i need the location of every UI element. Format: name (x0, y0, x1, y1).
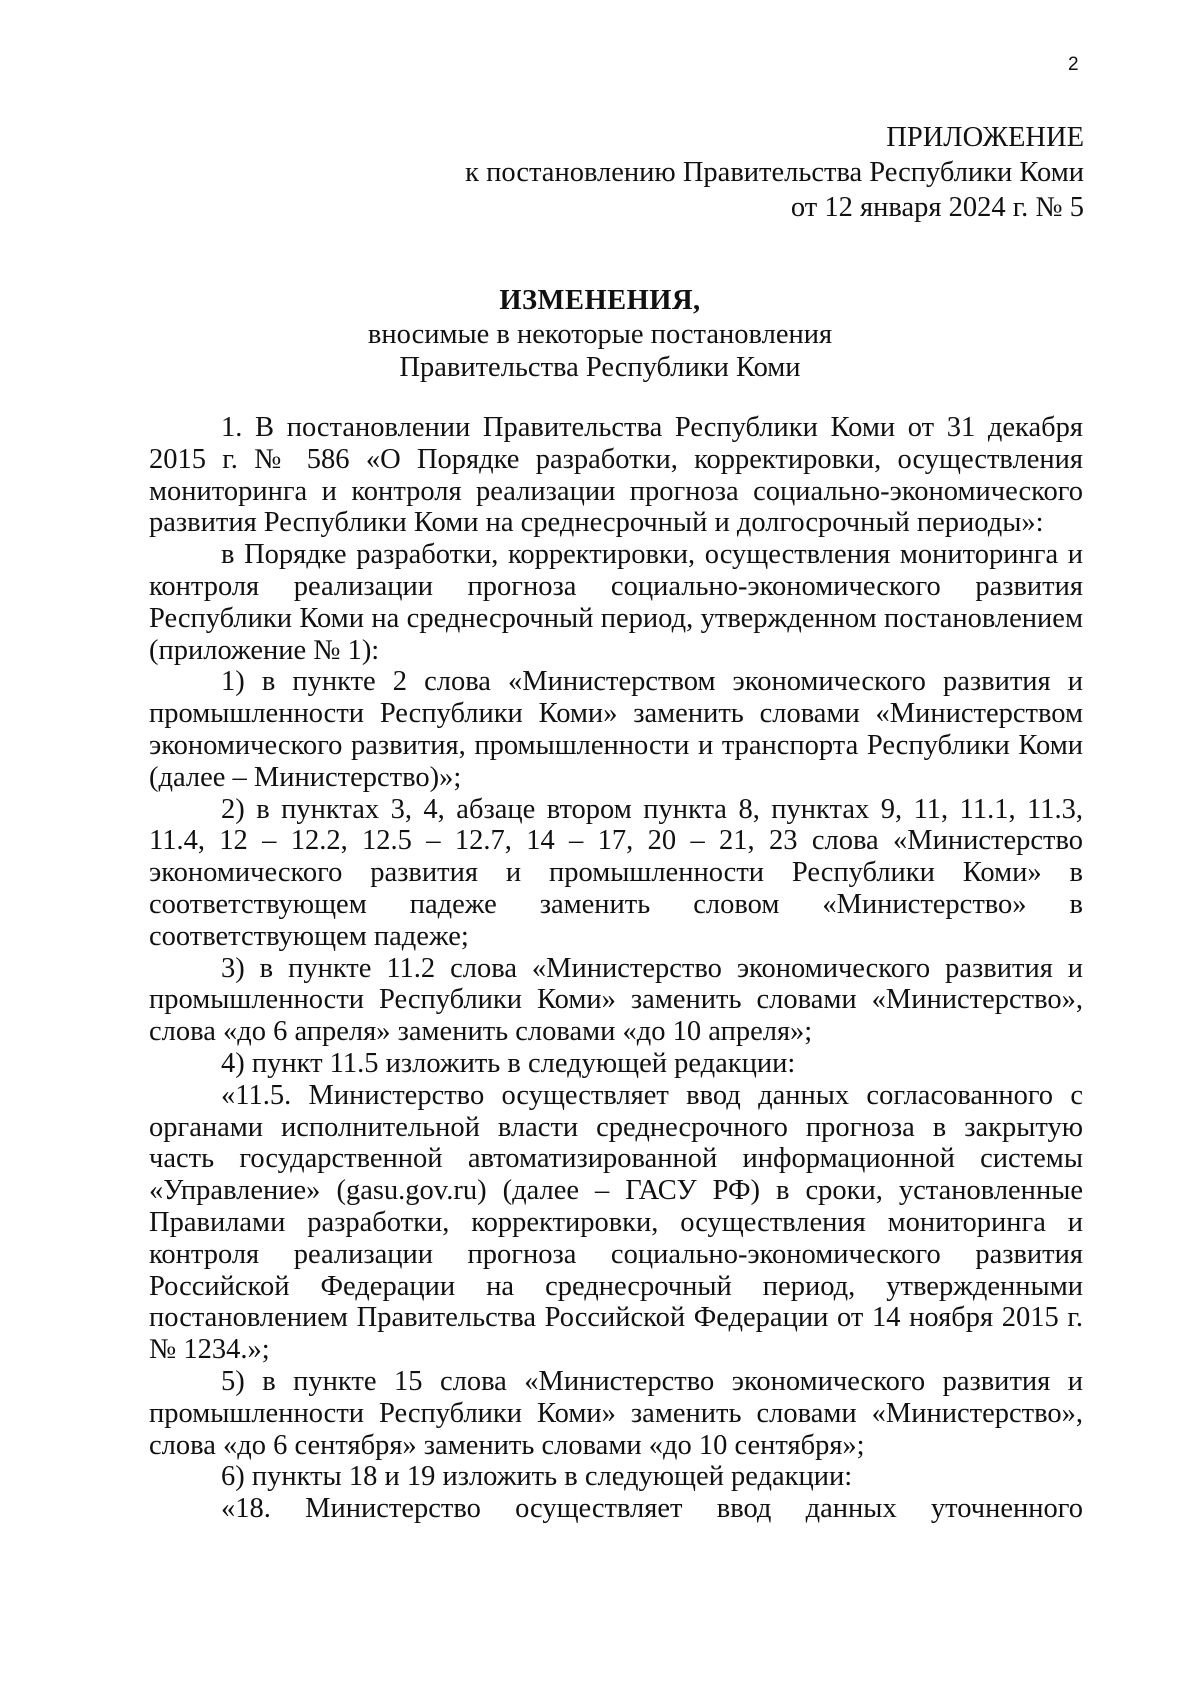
appendix-title: ПРИЛОЖЕНИЕ (886, 122, 1084, 153)
paragraph-4: 2) в пунктах 3, 4, абзаце втором пункта 8, пунктах 9, 11, 11.1, 11.3, 11.4, 12 – 12.2, 12.5 – 12.7, 14 – 17, 20 – 21, 23 слова «Министерство экономического развития и промышленности Республики Коми» в соответствующем падеже заменить словом «Министерство» в соответствующем падеже; (149, 793, 1083, 952)
paragraph-2: в Порядке разработки, корректировки, осуществления мониторинга и контроля реализации прогноза социально-экономического развития Республики Коми на среднесрочный период, утвержденном постановлением (приложение № 1): (149, 539, 1083, 666)
paragraph-7: «11.5. Министерство осуществляет ввод данных согласованного с органами исполнительной власти среднесрочного прогноза в закрытую часть государственной автоматизированной информационной системы «Управление» (gasu.gov.ru) (далее – ГАСУ РФ) в сроки, установленные Правилами разработки, корректировки, осуществления мониторинга и контроля реализации прогноза социально-экономического развития Российской Федерации на среднесрочный период, утвержденными постановлением Правительства Российской Федерации от 14 ноября 2015 г. № 1234.»; (149, 1079, 1083, 1366)
document-subtitle (0, 318, 1200, 384)
paragraph-3: 1) в пункте 2 слова «Министерством экономического развития и промышленности Республики Коми» заменить словами «Министерством экономического развития, промышленности и транспорта Республики Коми (далее – Министерство)»; (149, 666, 1083, 793)
paragraph-9: 6) пункты 18 и 19 изложить в следующей редакции: (221, 1461, 853, 1493)
document-title: ИЗМЕНЕНИЯ, (499, 285, 701, 316)
paragraph-10: «18. Министерство осуществляет ввод данных уточненного (221, 1493, 1083, 1525)
appendix-line-1: к постановлению Правительства Республики Коми (465, 157, 1084, 188)
document-subtitle-line-1: вносимые в некоторые постановления (367, 319, 833, 350)
appendix-line-2: от 12 января 2024 г. № 5 (790, 192, 1084, 223)
document-subtitle-line-2: Правительства Республики Коми (399, 352, 801, 383)
paragraph-1: 1. В постановлении Правительства Республики Коми от 31 декабря 2015 г. № 586 «О Порядке разработки, корректировки, осуществления мониторинга и контроля реализации прогноза социально-экономического развития Республики Коми на среднесрочный и долгосрочный периоды»: (149, 412, 1083, 539)
page-number: 2 (1068, 54, 1079, 75)
appendix-block (465, 120, 1084, 225)
paragraph-8: 5) в пункте 15 слова «Министерство экономического развития и промышленности Республики Коми» заменить словами «Министерство», слова «до 6 сентября» заменить словами «до 10 сентября»; (149, 1365, 1083, 1461)
document-body (149, 412, 1083, 1525)
paragraph-6: 4) пункт 11.5 изложить в следующей редакции: (221, 1047, 796, 1079)
paragraph-5: 3) в пункте 11.2 слова «Министерство экономического развития и промышленности Республики Коми» заменить словами «Министерство», слова «до 6 апреля» заменить словами «до 10 апреля»; (149, 952, 1083, 1048)
